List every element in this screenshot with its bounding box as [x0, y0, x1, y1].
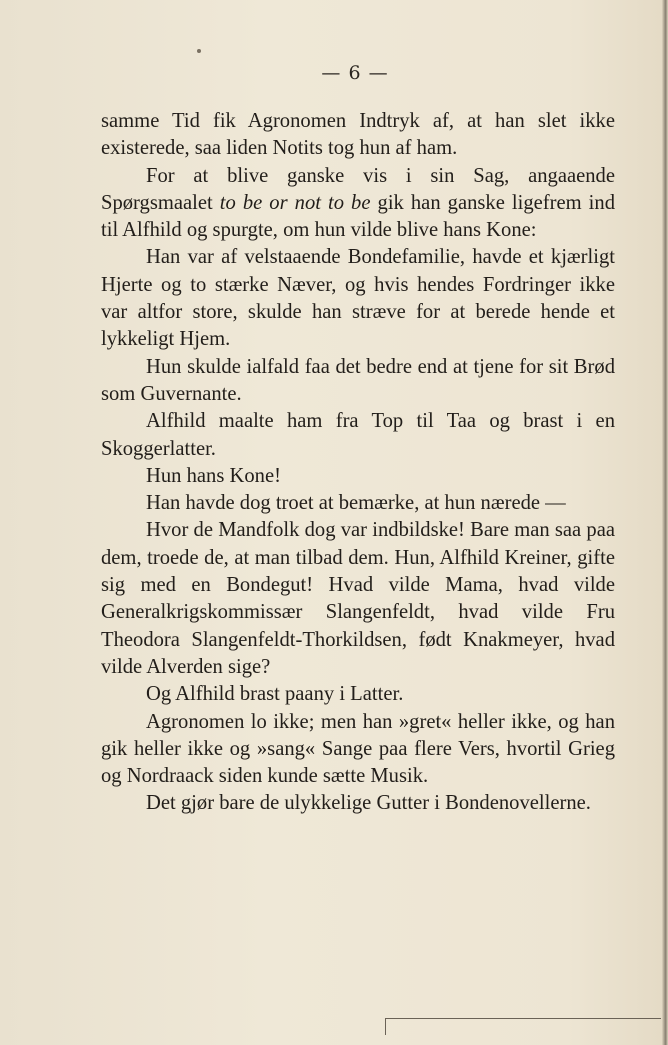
paragraph: Alfhild maalte ham fra Top til Taa og brast i en Skoggerlatter. [101, 410, 615, 460]
paragraph: Agronomen lo ikke; men han »gret« heller ikke, og han gik heller ikke og »sang« Sange paa flere Vers, hvortil Grieg og Nordraack siden kunde sætte Musik. [101, 710, 615, 788]
paragraph: Hvor de Mandfolk dog var indbildske! Bare man saa paa dem, troede de, at man tilbad dem. Hun, Alfhild Kreiner, gifte sig med en Bondegut! Hvad vilde Mama, hvad vilde Generalkrigskommissær Slangenfeldt, hvad vilde Fru Theodora Slangenfeldt-Thorkildsen, født Knakmeyer, hvad vilde Alverden sige? [101, 519, 615, 678]
ink-speck [197, 49, 201, 53]
paragraph: For at blive ganske vis i sin Sag, angaaende Spørgsmaalet to be or not to be gik han ganske ligefrem ind til Alfhild og spurgte, om hun vilde blive hans Kone: [101, 164, 615, 242]
italic-phrase: to be or not to be [219, 191, 371, 214]
page-binding-edge [662, 0, 668, 1045]
page-edge-mark [385, 1018, 661, 1035]
paragraph: Hun hans Kone! [146, 464, 281, 487]
paragraph: Han var af velstaaende Bondefamilie, havde et kjærligt Hjerte og to stærke Næver, og hvis hendes Fordringer ikke var altfor store, skulde han stræve for at berede hende et lykkeligt Hjem. [101, 246, 615, 351]
page-number: — 6 — [321, 62, 389, 84]
paragraph: Det gjør bare de ulykkelige Gutter i Bondenovellerne. [146, 792, 591, 815]
body-text [101, 108, 615, 818]
paragraph: Han havde dog troet at bemærke, at hun nærede — [146, 492, 566, 515]
paragraph: Hun skulde ialfald faa det bedre end at tjene for sit Brød som Guvernante. [101, 355, 615, 405]
paragraph: samme Tid fik Agronomen Indtryk af, at han slet ikke existerede, saa liden Notits tog hun af ham. [101, 110, 615, 160]
paragraph: Og Alfhild brast paany i Latter. [146, 683, 404, 706]
